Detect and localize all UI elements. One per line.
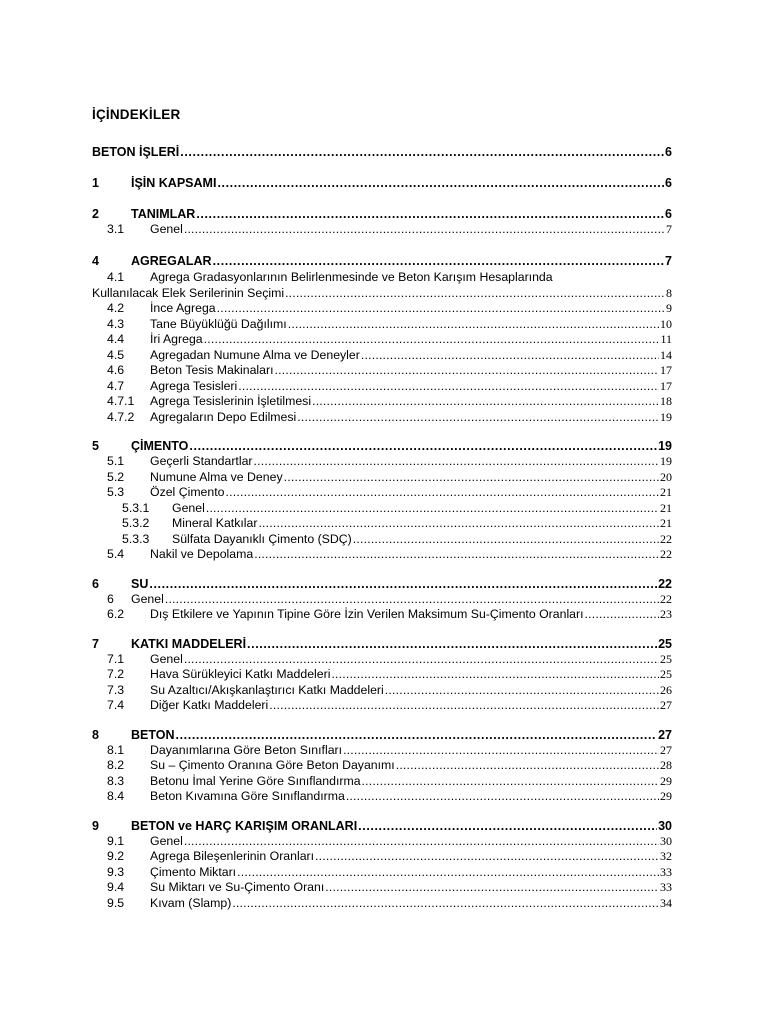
toc-entry-label: Genel [131,591,164,606]
toc-entry[interactable] [92,410,672,426]
toc-entry-page: 22 [660,547,672,561]
toc-entry-number: 4.1 [107,269,125,284]
toc-entry-page: 19 [660,409,672,424]
toc-entry[interactable] [92,532,672,548]
dot-leader [254,454,659,470]
dot-leader [237,865,659,881]
toc-entry-number: 8.2 [107,758,125,772]
dot-leader [165,592,659,608]
dot-leader [353,532,659,548]
dot-leader [385,683,659,699]
toc-entry-label: Tane Büyüklüğü Dağılımı [150,316,287,331]
toc-entry-label: Sülfata Dayanıklı Çimento (SDÇ) [172,531,352,546]
toc-entry-number: 5.3.1 [122,500,150,515]
toc-entry-number: 5.3.2 [122,516,150,530]
dot-leader [204,332,660,348]
toc-entry-label: Betonu İmal Yerine Göre Sınıflandırma [150,773,361,788]
dot-leader [226,485,660,501]
dot-leader [258,516,659,532]
toc-entry[interactable] [92,379,672,395]
toc-entry-number: 5.2 [107,469,125,484]
toc-entry[interactable] [92,607,672,623]
dot-leader [358,818,657,834]
toc-entry-page: 27 [658,727,672,742]
toc-entry-label: Hava Sürükleyici Katkı Maddeleri [150,667,331,681]
dot-leader [254,547,659,563]
toc-entry[interactable] [92,547,672,563]
dot-leader [284,470,659,486]
toc-entry-label: Dayanımlarına Göre Beton Sınıfları [150,742,343,757]
toc-entry-page: 19 [660,454,672,468]
toc-entry[interactable] [92,592,672,608]
toc-entry-label: Diğer Katkı Maddeleri [150,698,269,712]
toc-entry-number: 7.2 [107,667,125,681]
toc-entry-label: İri Agrega [150,332,203,346]
toc-entry-page: 25 [658,636,672,651]
toc-entry-number: 7.4 [107,698,125,712]
toc-entry-number: 4.5 [107,347,125,362]
toc-entry-page: 30 [658,818,672,833]
dot-leader [238,379,659,395]
toc-entry[interactable] [92,849,672,865]
toc-entry-page: 11 [660,332,672,346]
dot-leader [585,607,659,623]
toc-entry-number: 6 [92,576,99,591]
toc-entry-number: 1 [92,176,99,190]
dot-leader [288,317,659,333]
toc-entry-number: 5.1 [107,454,125,468]
toc-entry[interactable] [92,332,672,348]
toc-entry[interactable] [92,470,672,486]
toc-entry-number: 8.3 [107,773,125,788]
toc-entry-number: 6 [107,591,114,606]
toc-entry[interactable] [92,698,672,714]
toc-entry-number: 6.2 [107,607,125,621]
toc-entry[interactable] [92,438,672,454]
toc-entry-page: 33 [660,864,672,879]
toc-entry[interactable] [92,834,672,850]
toc-entry[interactable] [92,516,672,532]
toc-entry[interactable] [92,667,672,683]
toc-entry[interactable] [92,394,672,410]
toc-entry-number: 4.4 [107,332,125,346]
toc-entry[interactable] [92,144,672,160]
toc-entry-label: Nakil ve Depolama [150,547,254,561]
dot-leader [361,348,659,364]
dot-leader [217,301,665,317]
toc-entry-label: Genel [150,651,183,666]
toc-entry-label: KATKI MADDELERİ [131,636,247,651]
toc-entry-page: 10 [660,316,672,331]
toc-entry[interactable] [92,222,672,238]
toc-entry-page: 32 [660,849,672,863]
dot-leader [325,880,659,896]
toc-entry-label: Kullanılacak Elek Serilerinin Seçimi [92,285,285,300]
toc-entry-label: Su – Çimento Oranına Göre Beton Dayanımı [150,758,395,772]
toc-entry-label: Kıvam (Slamp) [150,895,232,910]
toc-entry-number: 4.2 [107,301,125,315]
toc-entry-page: 6 [665,207,672,221]
toc-entry-number: 4.7.2 [107,409,135,424]
toc-entry-page: 9 [666,301,672,315]
dot-leader [343,743,659,759]
toc-entry-page: 21 [660,485,672,499]
toc-entry[interactable] [92,576,672,592]
toc-entry-number: 8.4 [107,789,125,803]
toc-entry-page: 21 [660,516,672,530]
toc-entry-page: 7 [666,222,672,236]
toc-entry-page: 19 [658,439,672,453]
toc-entry-page: 34 [660,895,672,910]
toc-entry-label: Dış Etkilere ve Yapının Tipine Göre İzin Verilen Maksimum Su-Çimento Oranları [150,607,584,621]
toc-entry-page: 23 [660,607,672,621]
toc-entry-label: Beton Tesis Makinaları [150,363,274,377]
toc-entry-number: 4.7 [107,378,125,393]
dot-leader [232,896,659,912]
dot-leader [184,222,665,238]
dot-leader [206,501,659,517]
toc-entry-number: 5.3.3 [122,531,150,546]
toc-entry-page: 27 [660,698,672,712]
toc-entry-label: Numune Alma ve Deney [150,469,283,484]
toc-entry-label: AGREGALAR [131,253,212,268]
toc-entry-page: 30 [660,833,672,848]
toc-entry-number: 5 [92,439,99,453]
dot-leader [331,667,659,683]
dot-leader [315,849,659,865]
toc-entry-label: Mineral Katkılar [172,516,258,530]
toc-entry[interactable] [92,683,672,699]
toc-entry[interactable] [92,206,672,222]
toc-entry-label: BETON İŞLERİ [92,145,180,159]
toc-entry-page: 22 [660,531,672,546]
toc-entry-number: 3.1 [107,222,125,236]
dot-leader [297,410,659,426]
toc-entry-page: 21 [660,500,672,515]
toc-entry[interactable] [92,636,672,652]
toc-entry-label: Agregadan Numune Alma ve Deneyler [150,347,360,362]
toc-entry-page: 29 [660,773,672,788]
toc-entry[interactable] [92,501,672,517]
toc-entry-page: 6 [665,145,672,159]
toc-entry-number: 2 [92,207,99,221]
toc-entry[interactable] [92,818,672,834]
dot-leader [346,789,659,805]
toc-entry-label: Geçerli Standartlar [150,454,253,468]
dot-leader [184,834,659,850]
toc-entry-number: 5.4 [107,547,125,561]
toc-entry-label: Agregaların Depo Edilmesi [150,409,297,424]
toc-entry-number: 9.4 [107,880,125,894]
toc-entry[interactable] [92,743,672,759]
toc-entry-page: 17 [660,363,672,377]
toc-title: İÇİNDEKİLER [92,107,181,122]
toc-entry-page: 18 [660,394,672,408]
dot-leader [285,286,665,302]
toc-entry-label: ÇİMENTO [131,439,189,453]
toc-entry[interactable] [92,865,672,881]
toc-entry[interactable] [92,758,672,774]
dot-leader [362,774,659,790]
toc-entry-page: 28 [660,758,672,772]
toc-entry-label: TANIMLAR [131,207,196,221]
toc-entry-number: 4 [92,253,99,268]
toc-entry-page: 7 [665,253,672,268]
toc-entry-label: SU [131,576,149,591]
toc-entry[interactable] [92,774,672,790]
dot-leader [184,652,659,668]
dot-leader [247,636,657,652]
toc-entry-number: 9 [92,818,99,833]
dot-leader [213,253,664,269]
toc-entry[interactable] [92,789,672,805]
toc-entry[interactable] [92,175,672,191]
toc-entry-label: Su Azaltıcı/Akışkanlaştırıcı Katkı Maddeleri [150,682,384,697]
toc-entry-number: 4.3 [107,316,125,331]
toc-entry-label: Agrega Tesisleri [150,378,238,393]
toc-entry-label: Agrega Bileşenlerinin Oranları [150,849,315,863]
toc-entry-number: 9.3 [107,864,125,879]
toc-entry-page: 20 [660,469,672,484]
toc-entry-label: Beton Kıvamına Göre Sınıflandırma [150,789,345,803]
toc-entry-number: 9.2 [107,849,125,863]
toc-entry-label: Özel Çimento [150,485,225,499]
toc-entry-page: 14 [660,347,672,362]
dot-leader [180,144,664,160]
toc-entry-number: 7.3 [107,682,125,697]
toc-entry-label: Genel [150,222,183,236]
toc-entry-number: 7.1 [107,651,125,666]
toc-entry-number: 5.3 [107,485,125,499]
dot-leader [196,206,664,222]
toc-entry-page: 25 [660,667,672,681]
toc-entry-page: 25 [660,651,672,666]
toc-entry-page: 22 [658,576,672,591]
toc-entry[interactable] [92,896,672,912]
toc-entry[interactable] [92,253,672,269]
toc-entry-page: 29 [660,789,672,803]
toc-entry-label: Agrega Tesislerinin İşletilmesi [150,394,312,408]
toc-entry[interactable] [92,454,672,470]
toc-entry-label: BETON ve HARÇ KARIŞIM ORANLARI [131,818,358,833]
toc-entry-page: 22 [660,591,672,606]
toc-entry-label: İŞİN KAPSAMI [131,176,217,190]
toc-entry-label: Genel [150,833,183,848]
toc-entry-number: 7 [92,636,99,651]
toc-entry-label: Çimento Miktarı [150,864,237,879]
toc-entry-wrapped-line[interactable] [92,269,680,286]
toc-entry[interactable] [92,485,672,501]
toc-entry-page: 17 [660,378,672,393]
toc-entry[interactable] [92,727,672,743]
toc-entry[interactable] [92,348,672,364]
toc-entry[interactable] [92,880,672,896]
toc-entry-page: 27 [660,742,672,757]
toc-entry-label-line1: Agrega Gradasyonlarının Belirlenmesinde ve Beton Karışım Hesaplarında [150,269,553,284]
toc-entry[interactable] [92,317,672,333]
dot-leader [217,175,664,191]
toc-entry-number: 8.1 [107,742,125,757]
toc-entry[interactable] [92,363,672,379]
toc-entry-page: 33 [660,880,672,894]
toc-entry-page: 6 [665,176,672,190]
table-of-contents [92,144,680,911]
toc-entry-number: 9.1 [107,833,125,848]
toc-entry-number: 9.5 [107,895,125,910]
dot-leader [275,363,660,379]
toc-entry-label: BETON [131,727,175,742]
toc-entry-label: İnce Agrega [150,301,216,315]
dot-leader [312,394,659,410]
toc-entry-number: 4.6 [107,363,125,377]
dot-leader [189,438,657,454]
toc-entry[interactable] [92,301,672,317]
dot-leader [396,758,659,774]
toc-entry[interactable] [92,286,672,302]
toc-entry-number: 8 [92,727,99,742]
dot-leader [269,698,659,714]
toc-entry[interactable] [92,652,672,668]
dot-leader [176,727,658,743]
toc-entry-page: 26 [660,682,672,697]
toc-entry-label: Su Miktarı ve Su-Çimento Oranı [150,880,325,894]
dot-leader [149,576,657,592]
toc-entry-page: 8 [666,285,672,300]
toc-entry-number: 4.7.1 [107,394,135,408]
toc-entry-label: Genel [172,500,205,515]
